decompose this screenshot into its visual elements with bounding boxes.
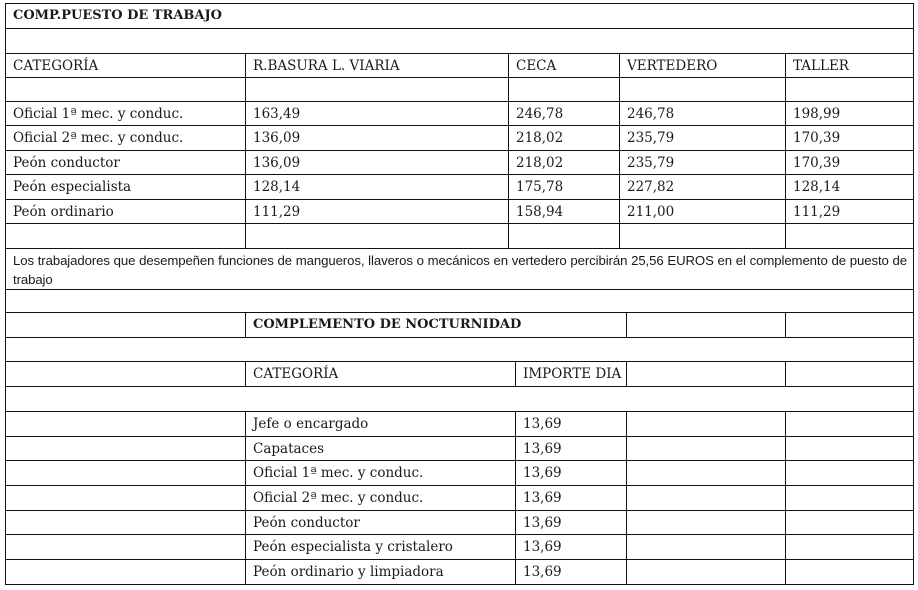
blank-row: [5, 289, 914, 313]
blank-row: [5, 386, 914, 412]
blank-cell: [626, 312, 786, 338]
blank-cell: [785, 411, 914, 437]
blank-cell: [5, 485, 246, 511]
blank-cell: [245, 77, 509, 102]
header-vertedero: VERTEDERO: [619, 53, 786, 78]
categoria-cell: Oficial 1ª mec. y conduc.: [5, 101, 246, 126]
blank-cell: [5, 312, 246, 338]
puesto-trabajo-note: Los trabajadores que desempeñen funciones de mangueros, llaveros o mecánicos en vertedero percibirán 25,56 EUROS en el complemento de puesto de trabajo: [5, 248, 914, 290]
header-categoria: CATEGORÍA: [245, 361, 516, 387]
blank-cell: [245, 223, 509, 249]
categoria-cell: Jefe o encargado: [245, 411, 516, 437]
header-ceca: CECA: [508, 53, 620, 78]
blank-cell: [785, 312, 914, 338]
ceca-cell: 175,78: [508, 174, 620, 200]
vertedero-cell: 211,00: [619, 199, 786, 224]
ceca-cell: 218,02: [508, 125, 620, 151]
blank-cell: [5, 436, 246, 461]
importe-cell: 13,69: [515, 534, 627, 560]
blank-cell: [626, 361, 786, 387]
categoria-cell: Oficial 2ª mec. y conduc.: [245, 485, 516, 511]
vertedero-cell: 235,79: [619, 150, 786, 175]
rbasura-cell: 128,14: [245, 174, 509, 200]
blank-cell: [785, 436, 914, 461]
categoria-cell: Peón conductor: [245, 510, 516, 535]
blank-cell: [626, 510, 786, 535]
blank-cell: [785, 77, 914, 102]
importe-cell: 13,69: [515, 559, 627, 585]
categoria-cell: Oficial 2ª mec. y conduc.: [5, 125, 246, 151]
rbasura-cell: 111,29: [245, 199, 509, 224]
blank-cell: [5, 411, 246, 437]
importe-cell: 13,69: [515, 436, 627, 461]
blank-cell: [785, 361, 914, 387]
ceca-cell: 218,02: [508, 150, 620, 175]
taller-cell: 170,39: [785, 125, 914, 151]
blank-cell: [626, 436, 786, 461]
taller-cell: 198,99: [785, 101, 914, 126]
ceca-cell: 158,94: [508, 199, 620, 224]
taller-cell: 170,39: [785, 150, 914, 175]
blank-cell: [508, 77, 620, 102]
puesto-trabajo-title: COMP.PUESTO DE TRABAJO: [5, 3, 914, 29]
blank-cell: [626, 460, 786, 486]
header-rbasura: R.BASURA L. VIARIA: [245, 53, 509, 78]
blank-cell: [5, 77, 246, 102]
vertedero-cell: 246,78: [619, 101, 786, 126]
blank-cell: [785, 510, 914, 535]
blank-cell: [5, 559, 246, 585]
rbasura-cell: 136,09: [245, 150, 509, 175]
importe-cell: 13,69: [515, 510, 627, 535]
categoria-cell: Peón especialista y cristalero: [245, 534, 516, 560]
rbasura-cell: 136,09: [245, 125, 509, 151]
importe-cell: 13,69: [515, 411, 627, 437]
header-taller: TALLER: [785, 53, 914, 78]
blank-cell: [5, 361, 246, 387]
blank-cell: [626, 534, 786, 560]
categoria-cell: Capataces: [245, 436, 516, 461]
blank-cell: [785, 559, 914, 585]
categoria-cell: Peón especialista: [5, 174, 246, 200]
importe-cell: 13,69: [515, 460, 627, 486]
importe-cell: 13,69: [515, 485, 627, 511]
categoria-cell: Peón conductor: [5, 150, 246, 175]
nocturnidad-title: COMPLEMENTO DE NOCTURNIDAD: [245, 312, 627, 338]
blank-row: [5, 337, 914, 362]
categoria-cell: Peón ordinario: [5, 199, 246, 224]
blank-cell: [785, 534, 914, 560]
blank-cell: [5, 510, 246, 535]
vertedero-cell: 227,82: [619, 174, 786, 200]
blank-cell: [5, 534, 246, 560]
taller-cell: 128,14: [785, 174, 914, 200]
categoria-cell: Oficial 1ª mec. y conduc.: [245, 460, 516, 486]
blank-cell: [5, 460, 246, 486]
blank-cell: [626, 485, 786, 511]
blank-cell: [626, 411, 786, 437]
header-categoria: CATEGORÍA: [5, 53, 246, 78]
categoria-cell: Peón ordinario y limpiadora: [245, 559, 516, 585]
ceca-cell: 246,78: [508, 101, 620, 126]
blank-cell: [619, 223, 786, 249]
blank-cell: [785, 223, 914, 249]
blank-cell: [5, 223, 246, 249]
rbasura-cell: 163,49: [245, 101, 509, 126]
vertedero-cell: 235,79: [619, 125, 786, 151]
taller-cell: 111,29: [785, 199, 914, 224]
blank-cell: [619, 77, 786, 102]
blank-row: [5, 28, 914, 54]
header-importe-dia: IMPORTE DIA: [515, 361, 627, 387]
blank-cell: [626, 559, 786, 585]
blank-cell: [785, 460, 914, 486]
blank-cell: [785, 485, 914, 511]
blank-cell: [508, 223, 620, 249]
